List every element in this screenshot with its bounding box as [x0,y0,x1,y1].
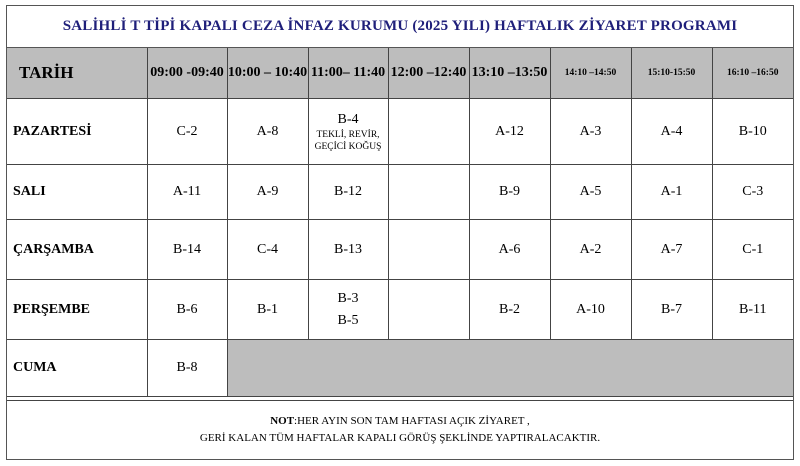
cell-value: B-3 [337,290,359,306]
table-cell: B-14 [147,220,227,280]
table-cell: C-2 [147,99,227,165]
table-cell: B-7 [631,280,712,340]
table-cell: A-5 [550,165,631,220]
table-cell: A-12 [469,99,550,165]
day-label: PAZARTESİ [7,99,147,165]
table-cell: B-11 [712,280,793,340]
table-cell: B-8 [147,340,227,397]
row-sali [7,165,793,220]
table-cell: C-1 [712,220,793,280]
cell-value: B-4 [337,111,359,127]
header-slot: 14:10 –14:50 [550,48,631,99]
table-cell: A-6 [469,220,550,280]
table-cell: B-6 [147,280,227,340]
table-cell: A-3 [550,99,631,165]
table-cell [308,99,388,165]
note-line-2: GERİ KALAN TÜM HAFTALAR KAPALI GÖRÜŞ ŞEKLİNDE YAPTIRALACAKTIR. [199,432,601,444]
table-cell [388,99,469,165]
table-cell: B-12 [308,165,388,220]
note-text-1: :HER AYIN SON TAM HAFTASI AÇIK ZİYARET , [294,415,530,427]
table-cell: B-9 [469,165,550,220]
table-cell: B-1 [227,280,308,340]
header-row [7,48,793,99]
day-label: SALI [7,165,147,220]
note-label: NOT [270,415,295,427]
header-slot: 10:00 – 10:40 [227,48,308,99]
cell-note: TEKLİ, REVİR, GEÇİCİ KOĞUŞ [314,129,382,152]
table-cell: B-2 [469,280,550,340]
header-slot: 16:10 –16:50 [712,48,793,99]
table-cell: A-11 [147,165,227,220]
note-line-1 [7,413,793,430]
empty-shaded-cell [227,340,793,397]
row-pazartesi [7,99,793,165]
table-cell [388,220,469,280]
table-cell: A-10 [550,280,631,340]
day-label: ÇARŞAMBA [7,220,147,280]
row-cuma [7,340,793,397]
cell-value: B-5 [337,312,359,328]
table-cell: A-7 [631,220,712,280]
table-cell: A-8 [227,99,308,165]
header-slot: 11:00– 11:40 [308,48,388,99]
table-cell: B-13 [308,220,388,280]
header-slot: 15:10-15:50 [631,48,712,99]
header-slot: 12:00 –12:40 [388,48,469,99]
header-slot: 09:00 -09:40 [147,48,227,99]
table-cell: A-1 [631,165,712,220]
table-cell: A-4 [631,99,712,165]
table-cell [388,165,469,220]
footer-note [7,400,793,459]
header-slot: 13:10 –13:50 [469,48,550,99]
table-cell: C-4 [227,220,308,280]
schedule-document [6,5,794,460]
day-label: PERŞEMBE [7,280,147,340]
page-title: SALİHLİ T TİPİ KAPALI CEZA İNFAZ KURUMU (2025 YILI) HAFTALIK ZİYARET PROGRAMI [7,6,793,48]
header-tarih: TARİH [7,48,147,99]
table-cell [308,280,388,340]
day-label: CUMA [7,340,147,397]
schedule-table [7,48,793,397]
table-cell: A-9 [227,165,308,220]
table-cell: C-3 [712,165,793,220]
table-cell [388,280,469,340]
table-cell: A-2 [550,220,631,280]
table-cell: B-10 [712,99,793,165]
row-persembe [7,280,793,340]
row-carsamba [7,220,793,280]
